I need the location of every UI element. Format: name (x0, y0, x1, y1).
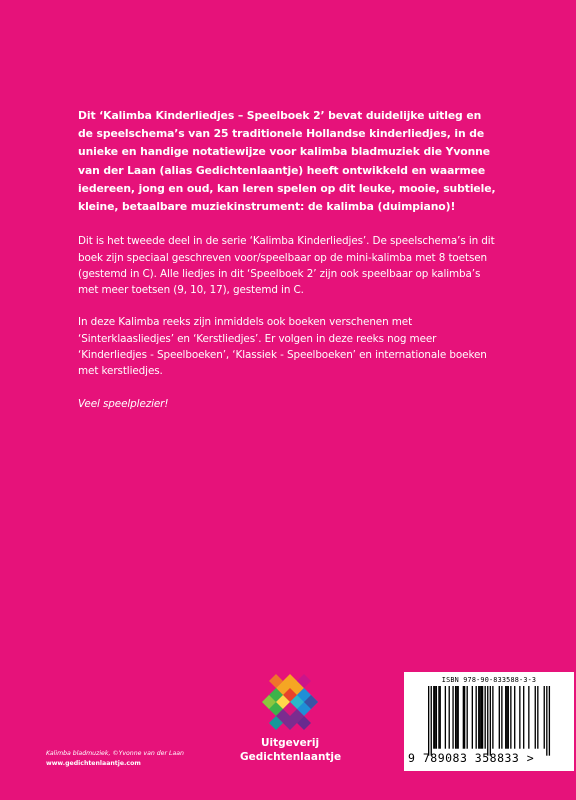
barcode-bar (506, 686, 507, 749)
barcode-bar (449, 686, 450, 749)
barcode-bar (472, 686, 473, 749)
barcode-bar (490, 686, 491, 756)
barcode-bar (519, 686, 520, 749)
barcode-bar (438, 686, 439, 749)
barcode-bar (487, 686, 488, 756)
copyright-line: Kalimba bladmuziek, ©Yvonne van der Laan (46, 750, 184, 757)
barcode-bar (434, 686, 435, 749)
barcode-bar (492, 686, 493, 749)
barcode-bar (433, 686, 434, 749)
barcode-bar (452, 686, 453, 749)
barcode-box (404, 672, 574, 771)
publisher-name (240, 736, 340, 764)
barcode-bar (528, 686, 529, 749)
barcode-digits: 9 789083 358833 > (408, 751, 535, 765)
barcode-bar (467, 686, 468, 749)
barcode-bar (544, 686, 545, 749)
barcode-bar (440, 686, 441, 749)
barcode-bar (464, 686, 465, 749)
barcode-bar (445, 686, 446, 749)
barcode-bar (523, 686, 524, 749)
barcode-bar (481, 686, 482, 749)
barcode-bar (436, 686, 437, 749)
credits (46, 749, 184, 769)
closing-line: Veel speelplezier! (78, 397, 169, 410)
barcode-bar (508, 686, 509, 749)
barcode-bar (463, 686, 464, 749)
barcode-bar (510, 686, 511, 749)
series-paragraph: Dit is het tweede deel in de serie ‘Kalimba Kinderliedjes’. De speelschema’s in dit boek zijn speciaal geschreven voor/speelbaar op de mini-kalimba met 8 toetsen (gestemd in C). Alle liedjes in dit ‘Speelboek 2’ zijn ook speelbaar op kalimba’s met meer toetsen (9, 10, 17), gestemd in C. (78, 235, 495, 297)
publisher-line1: Uitgeverij (260, 737, 320, 749)
barcode-bar (476, 686, 477, 749)
barcode-bar (535, 686, 536, 749)
barcode-bar (546, 686, 547, 756)
isbn-label: ISBN 978-90-833588-3-3 (441, 676, 537, 684)
barcode-bar (479, 686, 480, 749)
barcode-bar (549, 686, 550, 756)
barcode-bar (514, 686, 515, 749)
publisher-line2: Gedichtenlaantje (240, 751, 342, 763)
barcode-bar (455, 686, 456, 749)
barcode-bar (499, 686, 500, 749)
barcode-bar (501, 686, 502, 749)
back-cover-text (78, 107, 498, 428)
barcode-bar (458, 686, 459, 749)
barcode-bar (505, 686, 506, 749)
barcode-bar (485, 686, 486, 749)
barcode-bar (431, 686, 432, 756)
barcode-bar (478, 686, 479, 749)
other-books-paragraph: In deze Kalimba reeks zijn inmiddels ook boeken verschenen met ‘Sinterklaasliedjes’ en ‘Kerstliedjes’. Er volgen in deze reeks nog meer ‘Kinderliedjes - Speelboeken’, ‘Klassiek - Speelboeken’ en internationale boeken met kerstliedjes. (78, 316, 487, 378)
publisher-logo-icon (250, 672, 330, 732)
barcode-bar (428, 686, 429, 756)
barcode-bar (537, 686, 538, 749)
barcode (414, 686, 562, 758)
intro-paragraph: Dit ‘Kalimba Kinderliedjes – Speelboek 2’ bevat duidelijke uitleg en de speelschema’s van 25 traditionele Hollandse kinderliedjes, in de unieke en handige notatiewijze voor kalimba bladmuziek die Yvonne van der Laan (alias Gedichtenlaantje) heeft ontwikkeld en waarmee iedereen, jong en oud, kan leren spelen op dit leuke, mooie, subtiele, kleine, betaalbare muziekinstrument: de kalimba (duimpiano)! (78, 109, 496, 214)
barcode-bar (456, 686, 457, 749)
website-link[interactable]: www.gedichtenlaantje.com (46, 760, 141, 767)
barcode-bar (482, 686, 483, 749)
